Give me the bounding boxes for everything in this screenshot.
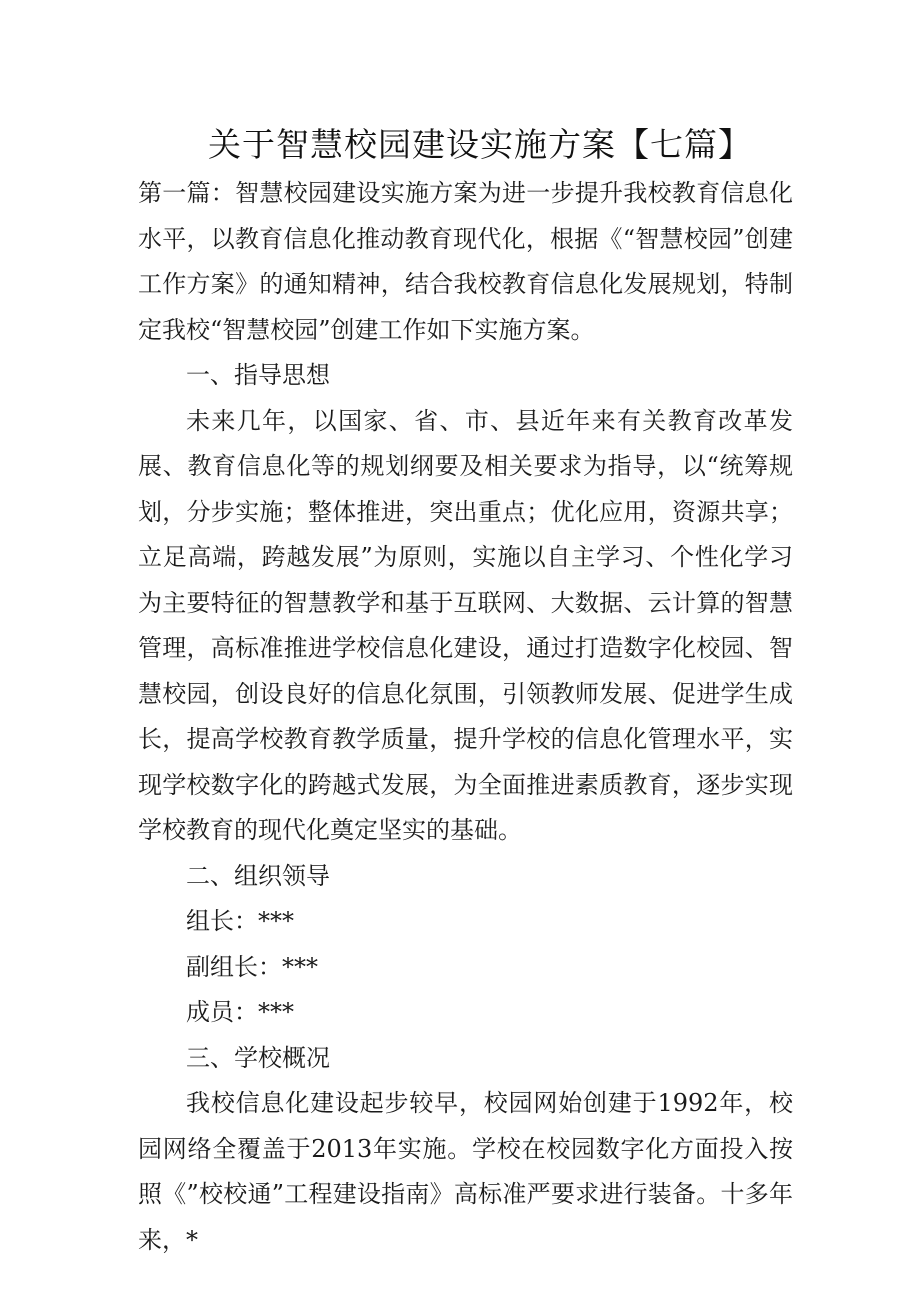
document-title: 关于智慧校园建设实施方案【七篇】: [208, 125, 752, 164]
section-heading-guiding-ideology: 一、指导思想: [186, 361, 330, 389]
document-body: [138, 171, 793, 1263]
paragraph-guiding-ideology: 未来几年，以国家、省、市、县近年来有关教育改革发展、教育信息化等的规划纲要及相关要求为指导，以“统筹规划，分步实施；整体推进，突出重点；优化应用，资源共享；立足高端，跨越发展”为原则，实施以自主学习、个性化学习为主要特征的智慧教学和基于互联网、大数据、云计算的智慧管理，高标准推进学校信息化建设，通过打造数字化校园、智慧校园，创设良好的信息化氛围，引领教师发展、促进学生成长，提高学校教育教学质量，提升学校的信息化管理水平，实现学校数字化的跨越式发展，为全面推进素质教育，逐步实现学校教育的现代化奠定坚实的基础。: [138, 406, 793, 844]
paragraph-intro: 第一篇：智慧校园建设实施方案为进一步提升我校教育信息化水平，以教育信息化推动教育现代化，根据《“智慧校园”创建工作方案》的通知精神，结合我校教育信息化发展规划，特制定我校“智慧校园”创建工作如下实施方案。: [138, 179, 793, 344]
line-members: 成员：***: [186, 998, 294, 1026]
line-group-leader: 组长：***: [186, 907, 294, 935]
line-deputy-leader: 副组长：***: [186, 952, 318, 981]
section-heading-organization: 二、组织领导: [186, 861, 330, 890]
section-heading-school-overview: 三、学校概况: [186, 1043, 330, 1072]
paragraph-school-overview: 我校信息化建设起步较早，校园网始创建于1992年，校园网络全覆盖于2013年实施。学校在校园数字化方面投入按照《”校校通”工程建设指南》高标准严要求进行装备。十多年来，*: [138, 1089, 793, 1254]
